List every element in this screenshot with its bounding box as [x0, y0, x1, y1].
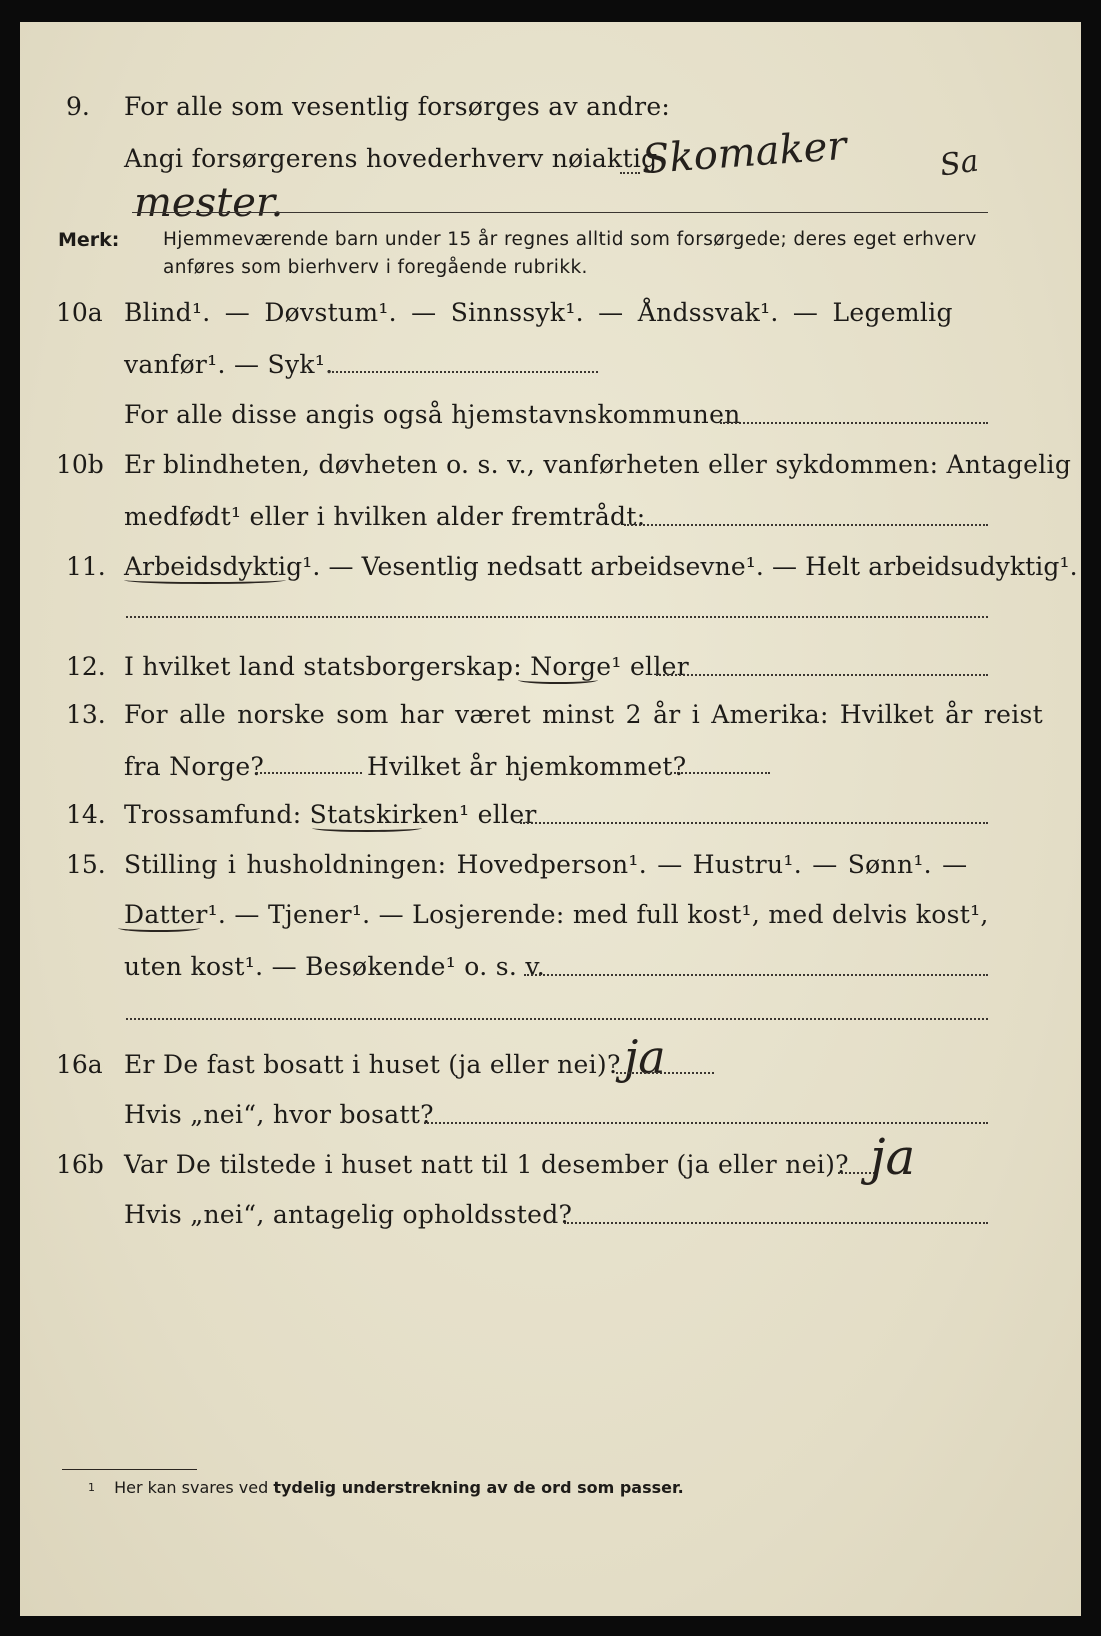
question-text: Trossamfund: Statskirken¹ eller: [124, 800, 537, 829]
footnote: [88, 1478, 684, 1497]
question-text: Hvis „nei“, antagelig opholdssted?: [124, 1200, 573, 1229]
question-16b-line2: [20, 1194, 1081, 1234]
question-number: 14.: [66, 800, 106, 829]
answer-line[interactable]: [126, 616, 988, 618]
question-text: Hvis „nei“, hvor bosatt?: [124, 1100, 434, 1129]
question-10a-line3: [20, 394, 1081, 434]
question-15-line2: [20, 894, 1081, 934]
note-text: Hjemmeværende barn under 15 år regnes alltid som forsørgede; deres eget erhverv: [163, 229, 977, 250]
answer-line[interactable]: [616, 1072, 714, 1074]
census-form-page: [20, 22, 1081, 1616]
question-text: vanfør¹. — Syk¹.: [124, 350, 334, 379]
question-9-line3: [20, 180, 1081, 226]
question-text: uten kost¹. — Besøkende¹ o. s. v.: [124, 952, 546, 981]
question-text: Var De tilstede i huset natt til 1 desember (ja eller nei)?: [124, 1150, 849, 1179]
question-text: fra Norge?: [124, 752, 265, 781]
question-9: [20, 86, 1081, 126]
answer-line[interactable]: [424, 1122, 988, 1124]
question-text: For alle norske som har været minst 2 år i Amerika: Hvilket år reist: [124, 700, 1044, 729]
question-text: medfødt¹ eller i hvilken alder fremtrådt:: [124, 502, 646, 531]
underline-mark: [312, 824, 422, 832]
answer-line[interactable]: [656, 674, 988, 676]
underline-mark: [518, 676, 598, 684]
question-text: Angi forsørgerens hovederhverv nøiaktig: [124, 144, 658, 173]
answer-line[interactable]: [328, 371, 598, 373]
answer-line[interactable]: [624, 524, 988, 526]
question-text: Datter¹. — Tjener¹. — Losjerende: med full kost¹, med delvis kost¹,: [124, 900, 989, 929]
question-9-line2: [20, 122, 1081, 184]
note-label: Merk:: [58, 229, 120, 251]
note-text: anføres som bierhverv i foregående rubrikk.: [163, 257, 588, 278]
footnote-rule: [62, 1469, 197, 1470]
question-10a: [20, 292, 1081, 332]
question-10b: [20, 444, 1081, 484]
question-number: 11.: [66, 552, 106, 581]
answer-line[interactable]: [520, 822, 988, 824]
answer-line[interactable]: [674, 772, 770, 774]
answer-line[interactable]: [126, 1018, 988, 1020]
footnote-mark: 1: [88, 1481, 95, 1494]
question-16a: [20, 1030, 1081, 1084]
underline-mark: [124, 576, 286, 584]
question-text: I hvilket land statsborgerskap: Norge¹ eller: [124, 652, 689, 681]
question-text: Hvilket år hjemkommet?: [367, 752, 687, 781]
question-13-line2: [20, 746, 1081, 786]
question-number: 9.: [66, 92, 90, 121]
footnote-text: Her kan svares ved: [114, 1478, 269, 1497]
question-13: [20, 694, 1081, 734]
question-number: 13.: [66, 700, 106, 729]
answer-line[interactable]: [564, 1222, 988, 1224]
handwritten-mark: Sa: [937, 143, 981, 184]
question-10b-line2: [20, 496, 1081, 536]
handwritten-answer: mester.: [134, 180, 284, 226]
question-number: 15.: [66, 850, 106, 879]
question-text: For alle som vesentlig forsørges av andre:: [124, 92, 671, 121]
question-16b: [20, 1128, 1081, 1186]
question-10a-line2: [20, 344, 1081, 384]
question-11: [20, 546, 1081, 586]
footnote-text-bold: tydelig understrekning av de ord som passer.: [273, 1478, 684, 1497]
question-text: For alle disse angis også hjemstavnskommunen: [124, 400, 741, 429]
question-number: 16a: [56, 1050, 103, 1079]
question-15: [20, 844, 1081, 884]
question-15-line3: [20, 946, 1081, 986]
answer-line[interactable]: [524, 974, 988, 976]
question-number: 10a: [56, 298, 103, 327]
answer-line[interactable]: [132, 212, 988, 213]
underline-mark: [118, 924, 200, 932]
question-12: [20, 646, 1081, 686]
question-text: Er blindheten, døvheten o. s. v., vanførheten eller sykdommen: Antagelig: [124, 450, 1072, 479]
question-text: Arbeidsdyktig¹. — Vesentlig nedsatt arbeidsevne¹. — Helt arbeidsudyktig¹.: [124, 552, 1078, 581]
question-number: 16b: [56, 1150, 104, 1179]
question-text: Stilling i husholdningen: Hovedperson¹. — Hustru¹. — Sønn¹. —: [124, 850, 968, 879]
answer-line[interactable]: [620, 172, 640, 174]
question-15-line4: [20, 996, 1081, 1036]
question-text: Er De fast bosatt i huset (ja eller nei)?: [124, 1050, 621, 1079]
question-number: 12.: [66, 652, 106, 681]
answer-line[interactable]: [256, 772, 362, 774]
handwritten-answer: Skomaker: [640, 122, 848, 184]
handwritten-answer: ja: [870, 1128, 916, 1186]
answer-line[interactable]: [720, 422, 988, 424]
question-number: 10b: [56, 450, 104, 479]
question-text: Blind¹. — Døvstum¹. — Sinnssyk¹. — Åndssvak¹. — Legemlig: [124, 298, 953, 327]
question-16a-line2: [20, 1094, 1081, 1134]
handwritten-answer: ja: [624, 1030, 666, 1084]
question-14: [20, 794, 1081, 834]
question-11-line2: [20, 594, 1081, 634]
